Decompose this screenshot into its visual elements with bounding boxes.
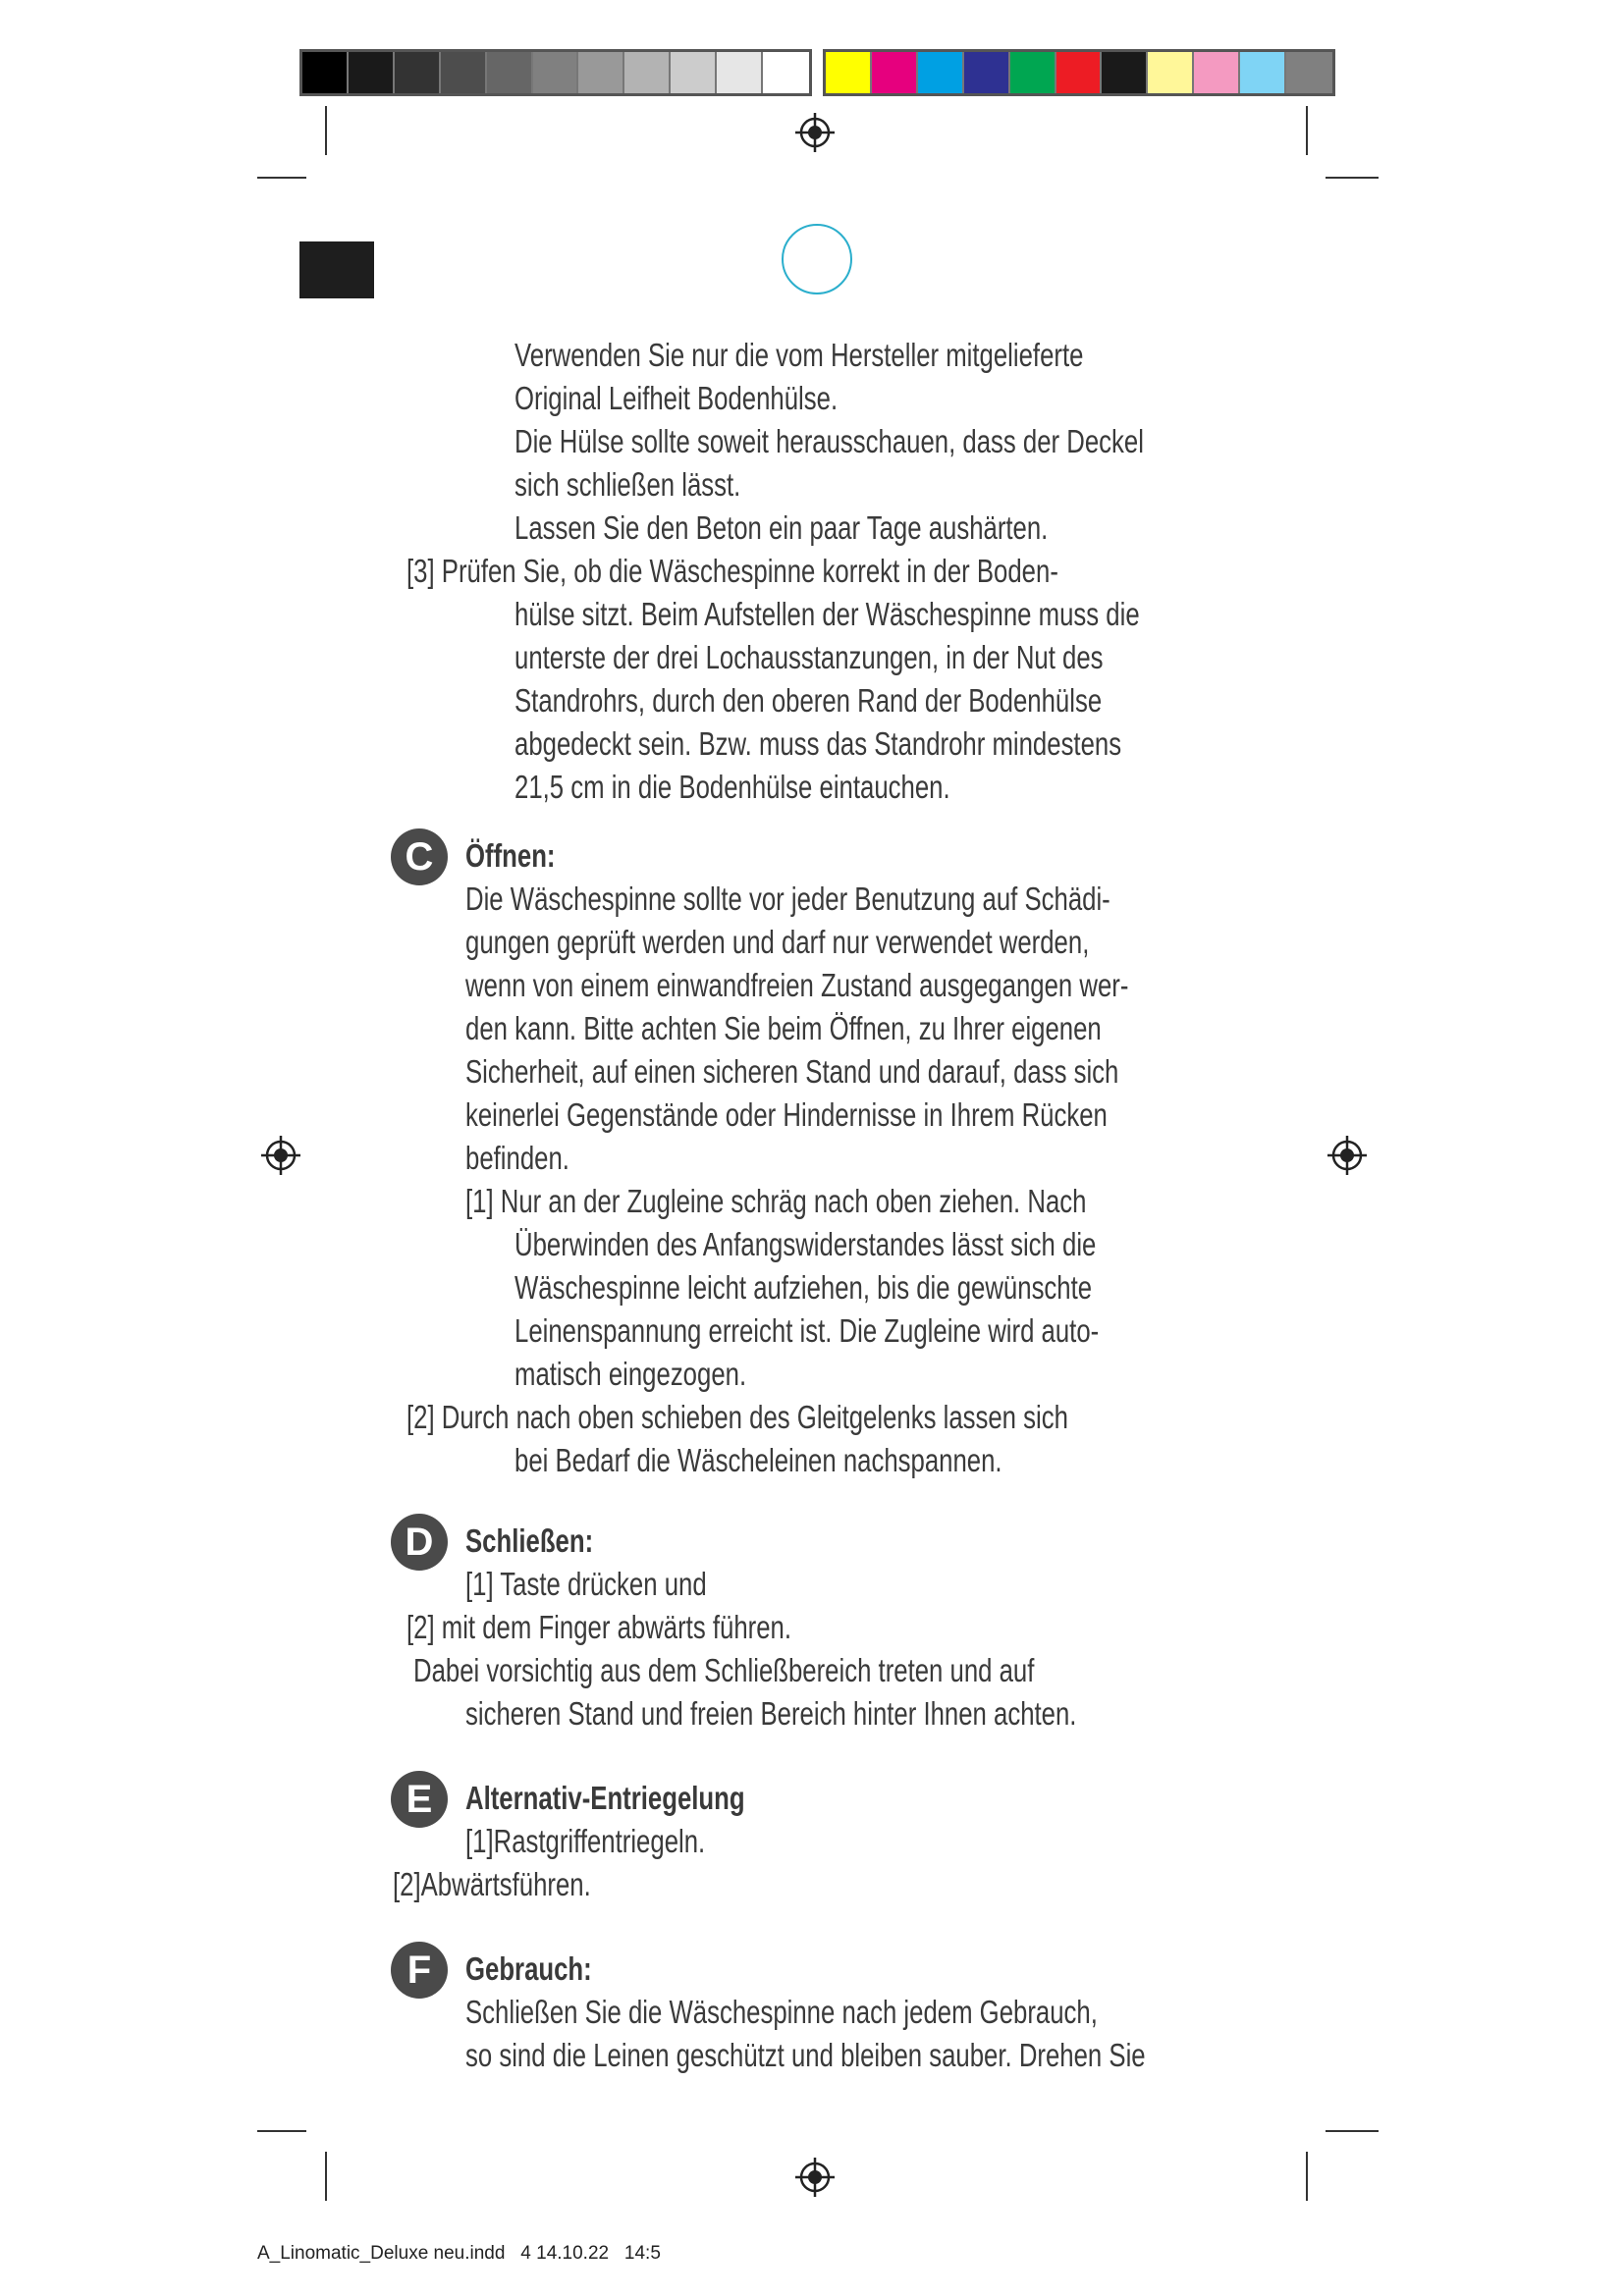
crop-mark-bottom-right-vertical <box>1306 2152 1308 2201</box>
text-line: Verwenden Sie nur die vom Hersteller mitgelieferte <box>514 337 1084 373</box>
text-line: sicheren Stand und freien Bereich hinter Ihnen achten. <box>465 1695 1077 1732</box>
gray-swatch <box>302 52 349 93</box>
crop-mark-top-right-horizontal <box>1326 177 1379 179</box>
section-d-title: Schließen: <box>465 1522 594 1559</box>
text-line: Wäschespinne leicht aufziehen, bis die gewünschte <box>514 1269 1093 1306</box>
text-line: keinerlei Gegenstände oder Hindernisse in Ihrem Rücken <box>465 1096 1108 1133</box>
punch-hole-circle <box>782 224 852 294</box>
registration-mark-bottom-icon <box>793 2156 837 2199</box>
text-line: Standrohrs, durch den oberen Rand der Bodenhülse <box>514 682 1103 719</box>
text-line: hülse sitzt. Beim Aufstellen der Wäschespinne muss die <box>514 596 1140 632</box>
text-line: sich schließen lässt. <box>514 466 741 503</box>
crop-mark-bottom-left-vertical <box>325 2152 327 2201</box>
text-line: [2]Abwärtsführen. <box>393 1866 591 1902</box>
text-line: Schließen Sie die Wäschespinne nach jedem Gebrauch, <box>465 1994 1098 2030</box>
text-line: Sicherheit, auf einen sicheren Stand und darauf, dass sich <box>465 1053 1119 1090</box>
color-swatch <box>1102 52 1148 93</box>
color-swatch <box>964 52 1010 93</box>
text-line: gungen geprüft werden und darf nur verwendet werden, <box>465 924 1090 960</box>
text-line: bei Bedarf die Wäscheleinen nachspannen. <box>514 1442 1002 1478</box>
crop-mark-top-right-vertical <box>1306 106 1308 155</box>
gray-swatch <box>441 52 487 93</box>
color-swatch <box>872 52 918 93</box>
color-swatch <box>1240 52 1286 93</box>
text-line: Überwinden des Anfangswiderstandes lässt sich die <box>514 1226 1097 1262</box>
gray-swatch <box>717 52 763 93</box>
text-line: wenn von einem einwandfreien Zustand ausgegangen wer- <box>465 967 1129 1003</box>
text-line: [2] mit dem Finger abwärts führen. <box>406 1609 791 1645</box>
color-swatch <box>1286 52 1332 93</box>
color-swatch <box>1056 52 1103 93</box>
gray-swatch <box>349 52 395 93</box>
section-e-title: Alternativ-Entriegelung <box>465 1780 745 1816</box>
gray-swatch <box>533 52 579 93</box>
text-line: [1] Nur an der Zugleine schräg nach oben ziehen. Nach <box>465 1183 1087 1219</box>
color-swatch <box>1010 52 1056 93</box>
gray-swatch <box>487 52 533 93</box>
crop-mark-bottom-right-horizontal <box>1326 2130 1379 2132</box>
text-line: [2] Durch nach oben schieben des Gleitgelenks lassen sich <box>406 1399 1068 1435</box>
text-line: befinden. <box>465 1140 569 1176</box>
text-line: [1]Rastgriffentriegeln. <box>465 1823 706 1859</box>
color-swatch <box>826 52 872 93</box>
section-f-title: Gebrauch: <box>465 1950 592 1987</box>
grayscale-color-bar <box>299 49 812 96</box>
section-d-badge: D <box>391 1514 448 1571</box>
gray-swatch <box>395 52 441 93</box>
text-line: Original Leifheit Bodenhülse. <box>514 380 839 416</box>
crop-mark-bottom-left-horizontal <box>257 2130 306 2132</box>
registration-mark-left-icon <box>259 1134 302 1177</box>
crop-mark-top-left-vertical <box>325 106 327 155</box>
crop-mark-top-left-horizontal <box>257 177 306 179</box>
text-line: den kann. Bitte achten Sie beim Öffnen, zu Ihrer eigenen <box>465 1010 1102 1046</box>
gray-swatch <box>578 52 624 93</box>
color-swatch <box>918 52 964 93</box>
text-line: unterste der drei Lochausstanzungen, in der Nut des <box>514 639 1104 675</box>
gray-swatch <box>671 52 717 93</box>
black-index-tab <box>299 241 374 298</box>
registration-mark-top-icon <box>793 111 837 154</box>
text-line: [1] Taste drücken und <box>465 1566 707 1602</box>
text-line: [3] Prüfen Sie, ob die Wäschespinne korrekt in der Boden- <box>406 553 1058 589</box>
section-e-badge: E <box>391 1771 448 1828</box>
section-c-badge: C <box>391 828 448 885</box>
section-c-title: Öffnen: <box>465 837 556 874</box>
text-line: Lassen Sie den Beton ein paar Tage aushärten. <box>514 509 1049 546</box>
section-f-badge: F <box>391 1942 448 1999</box>
print-slug: A_Linomatic_Deluxe neu.indd 4 14.10.22 14:5 <box>257 2243 661 2264</box>
text-line: abgedeckt sein. Bzw. muss das Standrohr mindestens <box>514 725 1122 762</box>
text-line: 21,5 cm in die Bodenhülse eintauchen. <box>514 769 950 805</box>
gray-swatch <box>624 52 671 93</box>
text-line: Die Wäschespinne sollte vor jeder Benutzung auf Schädi- <box>465 881 1110 917</box>
process-color-bar <box>823 49 1335 96</box>
color-swatch <box>1194 52 1240 93</box>
text-line: matisch eingezogen. <box>514 1356 747 1392</box>
text-line: Leinenspannung erreicht ist. Die Zugleine wird auto- <box>514 1312 1100 1349</box>
color-swatch <box>1148 52 1194 93</box>
registration-mark-right-icon <box>1326 1134 1369 1177</box>
text-line: Die Hülse sollte soweit herausschauen, dass der Deckel <box>514 423 1144 459</box>
gray-swatch <box>763 52 809 93</box>
text-line: Dabei vorsichtig aus dem Schließbereich treten und auf <box>413 1652 1035 1688</box>
text-line: so sind die Leinen geschützt und bleiben sauber. Drehen Sie <box>465 2037 1146 2073</box>
